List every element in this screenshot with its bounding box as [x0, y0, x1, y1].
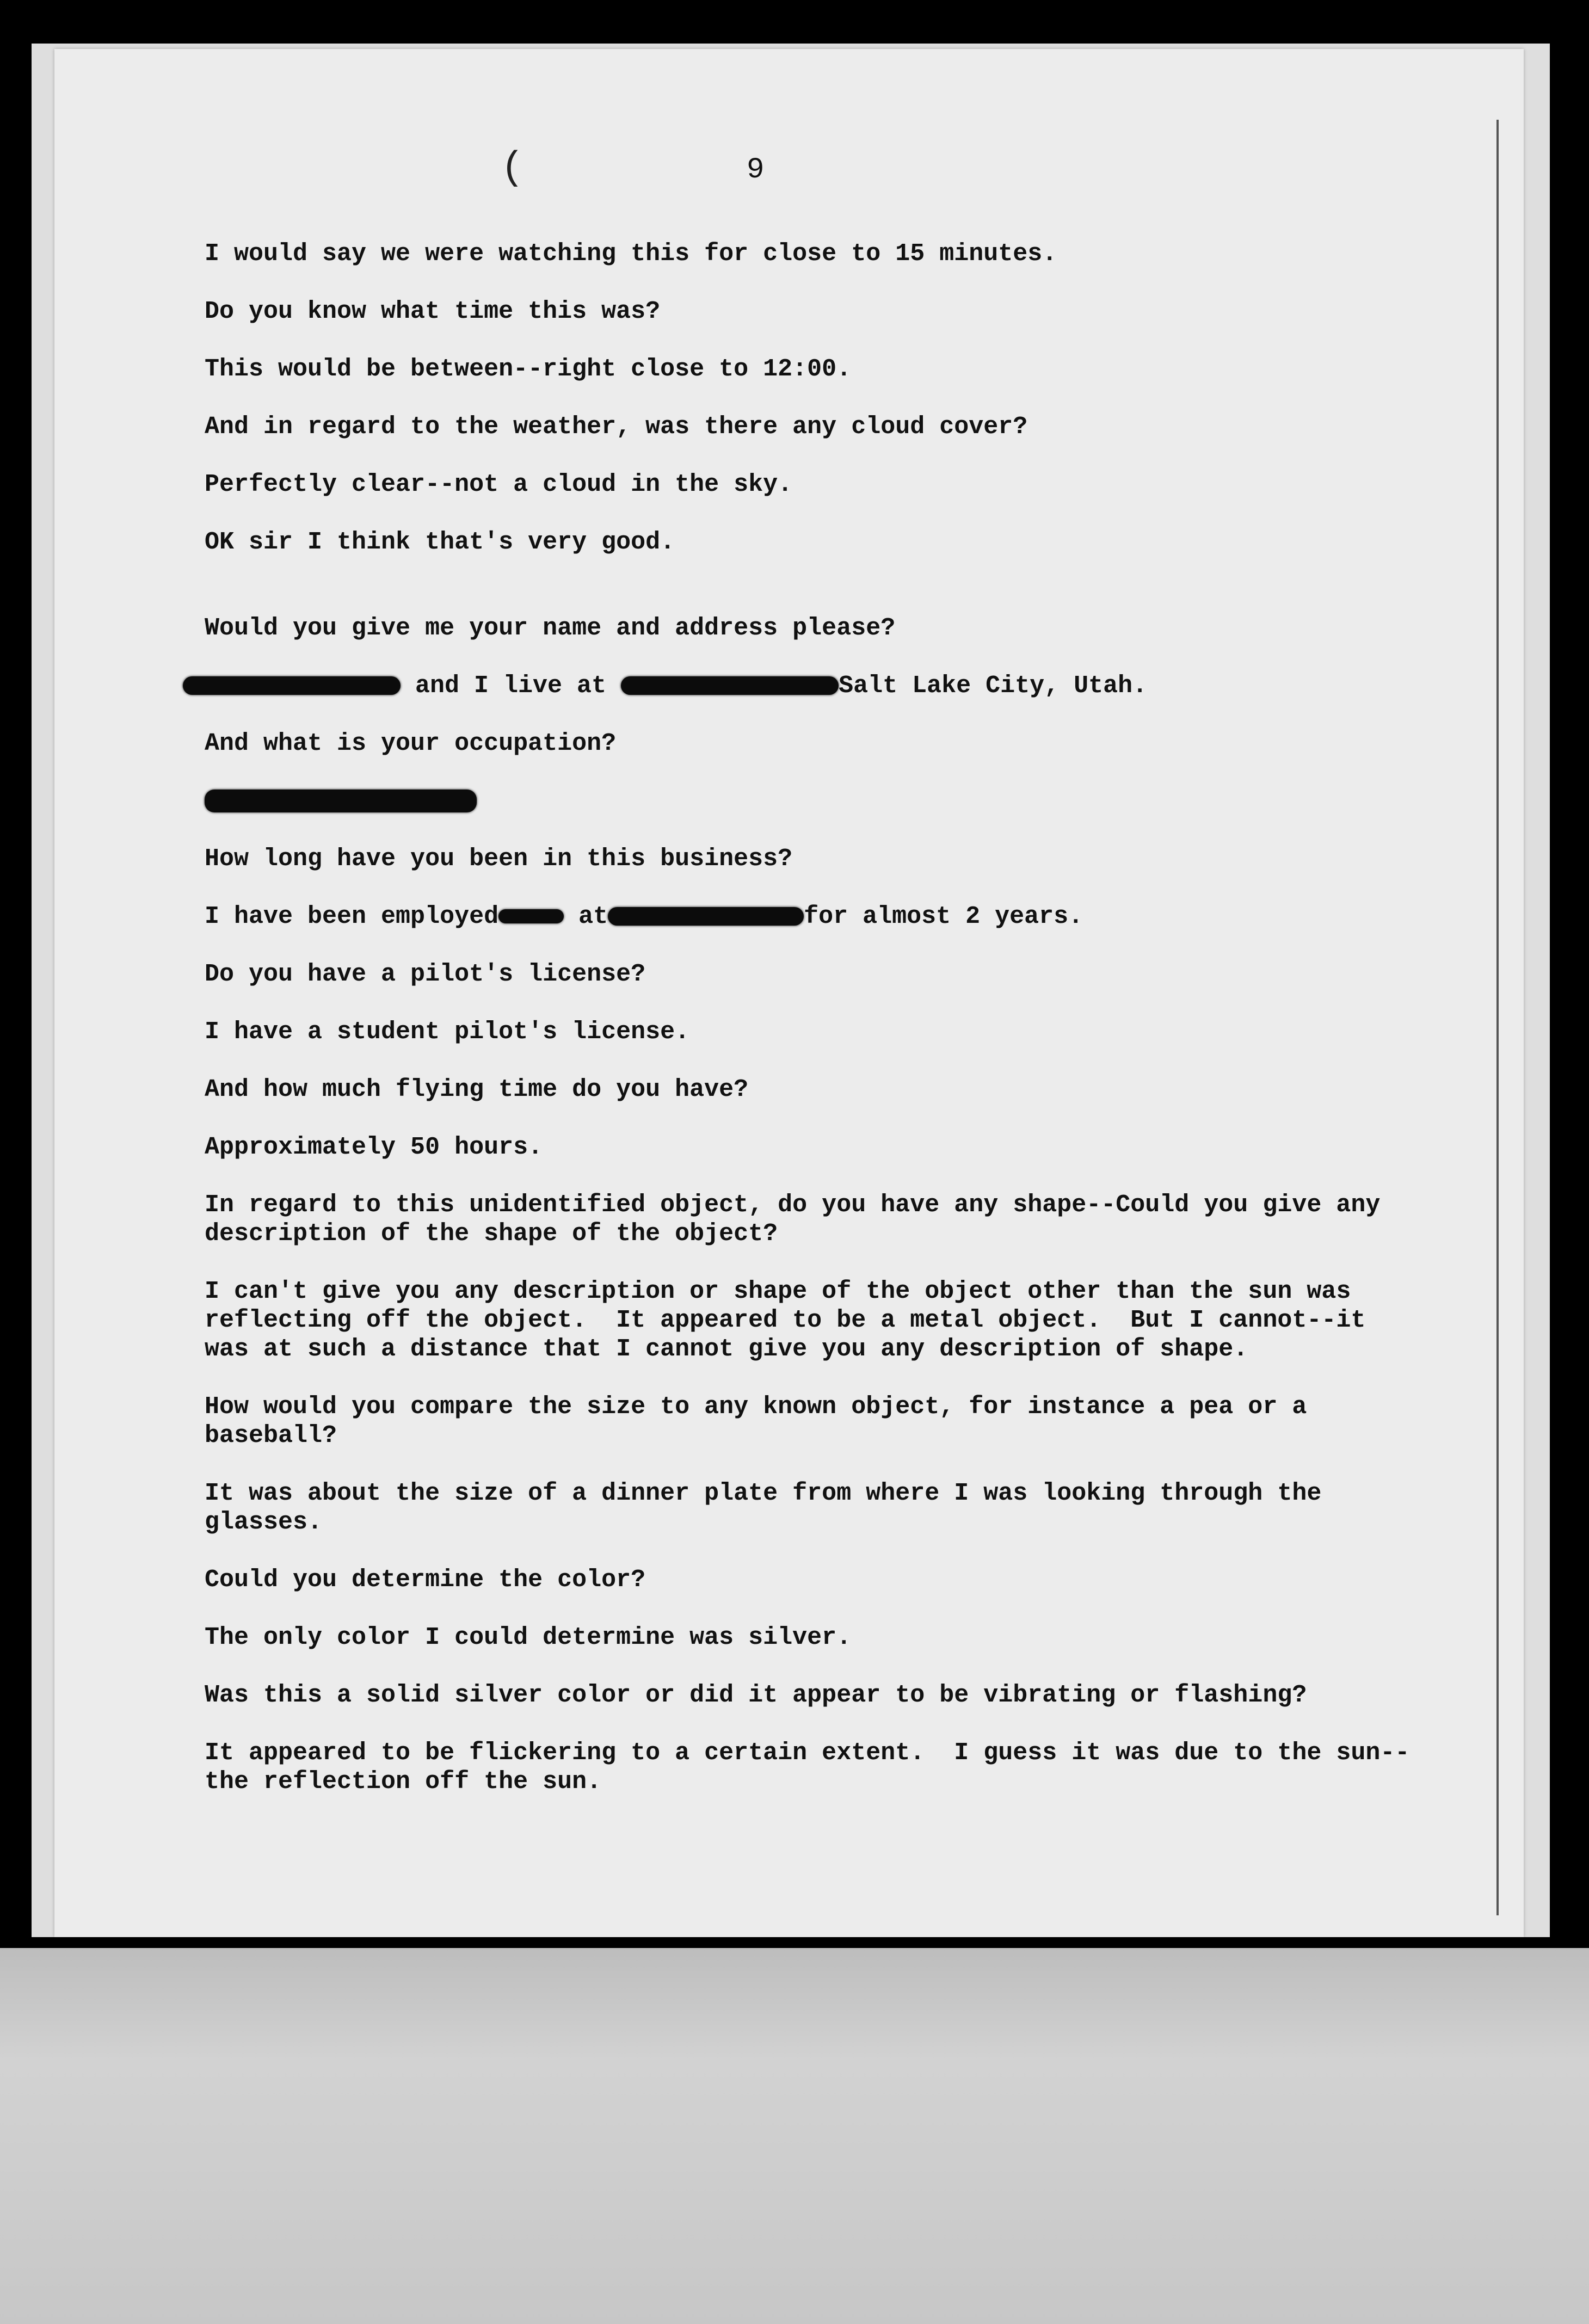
- answer-name-text: and I live at: [401, 672, 621, 700]
- answer-occupation: [205, 787, 1456, 816]
- transcript-line: How would you compare the size to any known object, for instance a pea or a baseball?: [205, 1393, 1307, 1450]
- transcript-line: I have a student pilot's license.: [205, 1018, 690, 1046]
- redaction-mark: [183, 676, 401, 695]
- transcript-line: Perfectly clear--not a cloud in the sky.: [205, 471, 793, 498]
- question-occupation: And what is your occupation?: [205, 730, 617, 757]
- answer-business-text: for almost 2 years.: [804, 903, 1083, 930]
- answer-name: [205, 671, 1456, 700]
- question-business: How long have you been in this business?: [205, 845, 793, 873]
- transcript-line: Approximately 50 hours.: [205, 1133, 543, 1161]
- transcript-line: Was this a solid silver color or did it appear to be vibrating or flashing?: [205, 1681, 1307, 1709]
- transcript-line: And how much flying time do you have?: [205, 1076, 749, 1104]
- answer-business-text: at: [564, 903, 608, 930]
- transcript-line: The only color I could determine was silver.: [205, 1624, 852, 1651]
- paren-mark: (: [501, 146, 525, 190]
- transcript-line: And in regard to the weather, was there any cloud cover?: [205, 413, 1028, 441]
- page-edge-line: [1496, 120, 1499, 1915]
- transcript-line: This would be between--right close to 12:00.: [205, 355, 852, 383]
- transcript-body: [205, 239, 1456, 1825]
- transcript-line: I would say we were watching this for close to 15 minutes.: [205, 240, 1057, 268]
- redaction-mark: [608, 907, 804, 926]
- transcript-line: Do you have a pilot's license?: [205, 960, 646, 988]
- question-name: Would you give me your name and address please?: [205, 614, 896, 642]
- answer-business: [205, 902, 1456, 931]
- redaction-mark: [498, 909, 564, 923]
- transcript-line: In regard to this unidentified object, do you have any shape--Could you give any description of the shape of the object?: [205, 1191, 1381, 1248]
- transcript-line: OK sir I think that's very good.: [205, 528, 675, 556]
- transcript-line: Could you determine the color?: [205, 1566, 646, 1594]
- redaction-mark: [205, 790, 477, 812]
- film-margin: [0, 1948, 1589, 2324]
- answer-business-text: I have been employed: [205, 903, 499, 930]
- transcript-line: It appeared to be flickering to a certain extent. I guess it was due to the sun-- the reflection off the sun.: [205, 1739, 1410, 1796]
- transcript-line: I can't give you any description or shape of the object other than the sun was reflecting off the object. It appeared to be a metal object. But I cannot--it was at such a distance that I cannot give you any description of shape.: [205, 1278, 1366, 1363]
- transcript-line: Do you know what time this was?: [205, 298, 661, 325]
- redaction-mark: [621, 676, 839, 695]
- answer-city-text: Salt Lake City, Utah.: [839, 672, 1148, 700]
- transcript-line: It was about the size of a dinner plate from where I was looking through the glasses.: [205, 1480, 1322, 1536]
- page-number: 9: [747, 153, 765, 187]
